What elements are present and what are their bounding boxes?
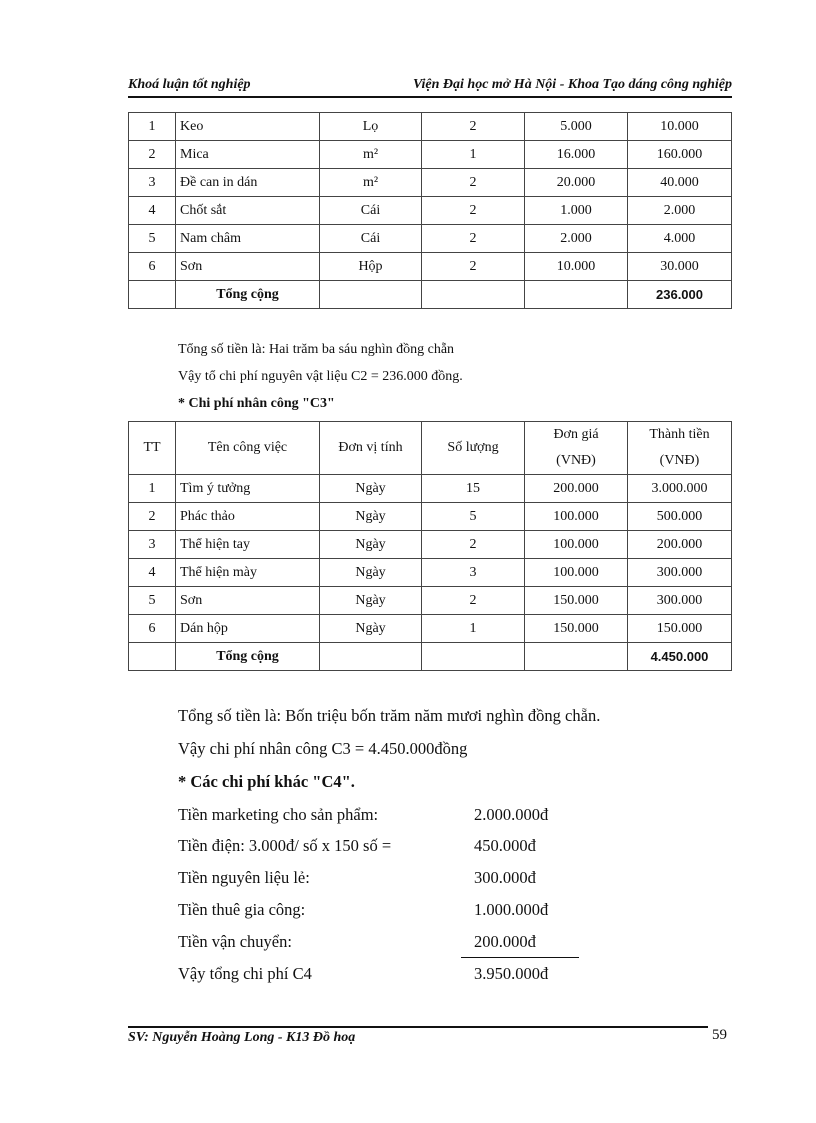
- cell-qty: 2: [422, 531, 525, 559]
- total-label: Tổng cộng: [176, 281, 320, 309]
- cell-tt: 1: [129, 475, 176, 503]
- col-header-price-l1: Đơn giá: [553, 427, 599, 442]
- cell-tt: 5: [129, 587, 176, 615]
- cell-price: 150.000: [525, 587, 628, 615]
- cell-unit: Hộp: [320, 253, 422, 281]
- table-row: [129, 197, 732, 225]
- materials-total-words: Tổng số tiền là: Hai trăm ba sáu nghìn đồng chẵn: [178, 342, 455, 357]
- total-empty-cell: [422, 643, 525, 671]
- cost-item-label: Tiền marketing cho sản phẩm:: [178, 805, 379, 824]
- table-row: [129, 503, 732, 531]
- total-empty-cell: [525, 643, 628, 671]
- cost-item-label: Tiền vận chuyển:: [178, 932, 292, 951]
- cost-item: [178, 900, 549, 920]
- total-value: 4.450.000: [628, 643, 732, 671]
- cell-total: 3.000.000: [628, 475, 732, 503]
- total-empty-cell: [525, 281, 628, 309]
- total-value: 236.000: [628, 281, 732, 309]
- cell-unit: Ngày: [320, 615, 422, 643]
- header-right: Viện Đại học mở Hà Nội - Khoa Tạo dáng công nghiệp: [412, 77, 732, 92]
- table-row: [129, 615, 732, 643]
- cell-name: Phác thảo: [176, 503, 320, 531]
- col-header-qty: Số lượng: [422, 422, 525, 475]
- cost-item-value: 200.000đ: [474, 932, 536, 951]
- cell-unit: Lọ: [320, 113, 422, 141]
- col-header-total-l2: (VNĐ): [659, 453, 700, 468]
- cell-unit: Cái: [320, 225, 422, 253]
- cell-total: 200.000: [628, 531, 732, 559]
- cell-unit: Cái: [320, 197, 422, 225]
- cell-price: 10.000: [525, 253, 628, 281]
- col-header-total-l1: Thành tiền: [649, 427, 710, 442]
- cell-price: 1.000: [525, 197, 628, 225]
- labor-cost-heading: * Chi phí nhân công "C3": [178, 396, 335, 411]
- cell-name: Keo: [176, 113, 320, 141]
- cell-price: 200.000: [525, 475, 628, 503]
- table-row: [129, 475, 732, 503]
- labor-total-words: Tổng số tiền là: Bốn triệu bốn trăm năm mươi nghìn đồng chẵn.: [178, 706, 601, 725]
- cell-tt: 2: [129, 503, 176, 531]
- cell-tt: 4: [129, 197, 176, 225]
- cell-price: 100.000: [525, 503, 628, 531]
- total-label: Tổng cộng: [176, 643, 320, 671]
- cell-total: 300.000: [628, 559, 732, 587]
- cell-price: 100.000: [525, 559, 628, 587]
- cost-item-value: 1.000.000đ: [474, 900, 549, 919]
- total-empty-cell: [320, 281, 422, 309]
- cell-name: Thể hiện tay: [176, 531, 320, 559]
- cell-qty: 2: [422, 587, 525, 615]
- materials-table: [128, 112, 732, 309]
- cost-item-label: Tiền nguyên liệu lẻ:: [178, 868, 310, 887]
- cell-qty: 2: [422, 253, 525, 281]
- cell-qty: 2: [422, 169, 525, 197]
- total-empty-cell: [129, 281, 176, 309]
- table-row: [129, 531, 732, 559]
- labor-cost-summary: Vậy chi phí nhân công C3 = 4.450.000đồng: [178, 739, 468, 758]
- cell-qty: 1: [422, 615, 525, 643]
- cost-item-label: Tiền điện: 3.000đ/ số x 150 số =: [178, 836, 392, 855]
- cell-total: 4.000: [628, 225, 732, 253]
- page-number: 59: [712, 1027, 727, 1043]
- col-header-tt: TT: [129, 422, 176, 475]
- table-row: [129, 113, 732, 141]
- cost-item-value: 300.000đ: [474, 868, 536, 887]
- table-row: [129, 253, 732, 281]
- other-costs-heading: * Các chi phí khác "C4".: [178, 772, 355, 791]
- cell-price: 5.000: [525, 113, 628, 141]
- cell-name: Đề can in dán: [176, 169, 320, 197]
- cell-name: Chốt sắt: [176, 197, 320, 225]
- cell-total: 160.000: [628, 141, 732, 169]
- cell-total: 10.000: [628, 113, 732, 141]
- cell-tt: 5: [129, 225, 176, 253]
- cell-name: Tìm ý tưởng: [176, 475, 320, 503]
- cost-item-value: 450.000đ: [474, 836, 536, 855]
- table-header-row: [129, 422, 732, 475]
- cell-name: Sơn: [176, 253, 320, 281]
- cell-price: 2.000: [525, 225, 628, 253]
- cell-qty: 2: [422, 113, 525, 141]
- cost-item-label: Vậy tổng chi phí C4: [178, 964, 312, 983]
- cell-price: 150.000: [525, 615, 628, 643]
- cell-name: Nam châm: [176, 225, 320, 253]
- cell-unit: m²: [320, 141, 422, 169]
- cell-total: 30.000: [628, 253, 732, 281]
- cell-total: 150.000: [628, 615, 732, 643]
- header-left: Khoá luận tốt nghiệp: [128, 77, 251, 92]
- cell-total: 40.000: [628, 169, 732, 197]
- cell-tt: 4: [129, 559, 176, 587]
- cell-name: Thể hiện mày: [176, 559, 320, 587]
- cost-item: [178, 836, 536, 856]
- cell-qty: 3: [422, 559, 525, 587]
- cell-tt: 2: [129, 141, 176, 169]
- sum-rule: [461, 957, 579, 958]
- cell-unit: Ngày: [320, 531, 422, 559]
- cost-item-value: 2.000.000đ: [474, 805, 549, 824]
- col-header-price: [525, 422, 628, 475]
- table-row: [129, 559, 732, 587]
- table-row: [129, 141, 732, 169]
- cost-item-label: Tiền thuê gia công:: [178, 900, 306, 919]
- cell-unit: Ngày: [320, 587, 422, 615]
- cell-unit: Ngày: [320, 559, 422, 587]
- cell-qty: 2: [422, 225, 525, 253]
- footer-student: SV: Nguyễn Hoàng Long - K13 Đồ hoạ: [128, 1030, 356, 1045]
- cell-unit: m²: [320, 169, 422, 197]
- col-header-name: Tên công việc: [176, 422, 320, 475]
- cell-tt: 3: [129, 169, 176, 197]
- cost-item: [178, 805, 549, 825]
- page-header: [128, 76, 732, 98]
- cell-tt: 6: [129, 615, 176, 643]
- cell-name: Dán hộp: [176, 615, 320, 643]
- cell-total: 300.000: [628, 587, 732, 615]
- col-header-price-l2: (VNĐ): [556, 453, 596, 468]
- total-empty-cell: [422, 281, 525, 309]
- footer-rule: [128, 1026, 708, 1028]
- cell-qty: 15: [422, 475, 525, 503]
- cell-name: Sơn: [176, 587, 320, 615]
- cell-tt: 6: [129, 253, 176, 281]
- cell-unit: Ngày: [320, 475, 422, 503]
- cost-item-value: 3.950.000đ: [474, 964, 549, 983]
- col-header-unit: Đơn vị tính: [320, 422, 422, 475]
- table-row: [129, 169, 732, 197]
- total-row: [129, 281, 732, 309]
- cell-tt: 3: [129, 531, 176, 559]
- cell-qty: 5: [422, 503, 525, 531]
- cost-item: [178, 868, 536, 888]
- total-empty-cell: [129, 643, 176, 671]
- cost-item: [178, 964, 549, 984]
- cell-total: 2.000: [628, 197, 732, 225]
- cell-total: 500.000: [628, 503, 732, 531]
- materials-cost-summary: Vậy tổ chi phí nguyên vật liệu C2 = 236.000 đồng.: [178, 369, 463, 384]
- col-header-total: [628, 422, 732, 475]
- cell-qty: 2: [422, 197, 525, 225]
- cell-qty: 1: [422, 141, 525, 169]
- cell-tt: 1: [129, 113, 176, 141]
- labor-table: [128, 421, 732, 671]
- table-row: [129, 225, 732, 253]
- cell-price: 100.000: [525, 531, 628, 559]
- table-row: [129, 587, 732, 615]
- cell-price: 20.000: [525, 169, 628, 197]
- cell-unit: Ngày: [320, 503, 422, 531]
- total-row: [129, 643, 732, 671]
- cell-name: Mica: [176, 141, 320, 169]
- cell-price: 16.000: [525, 141, 628, 169]
- total-empty-cell: [320, 643, 422, 671]
- cost-item: [178, 932, 536, 952]
